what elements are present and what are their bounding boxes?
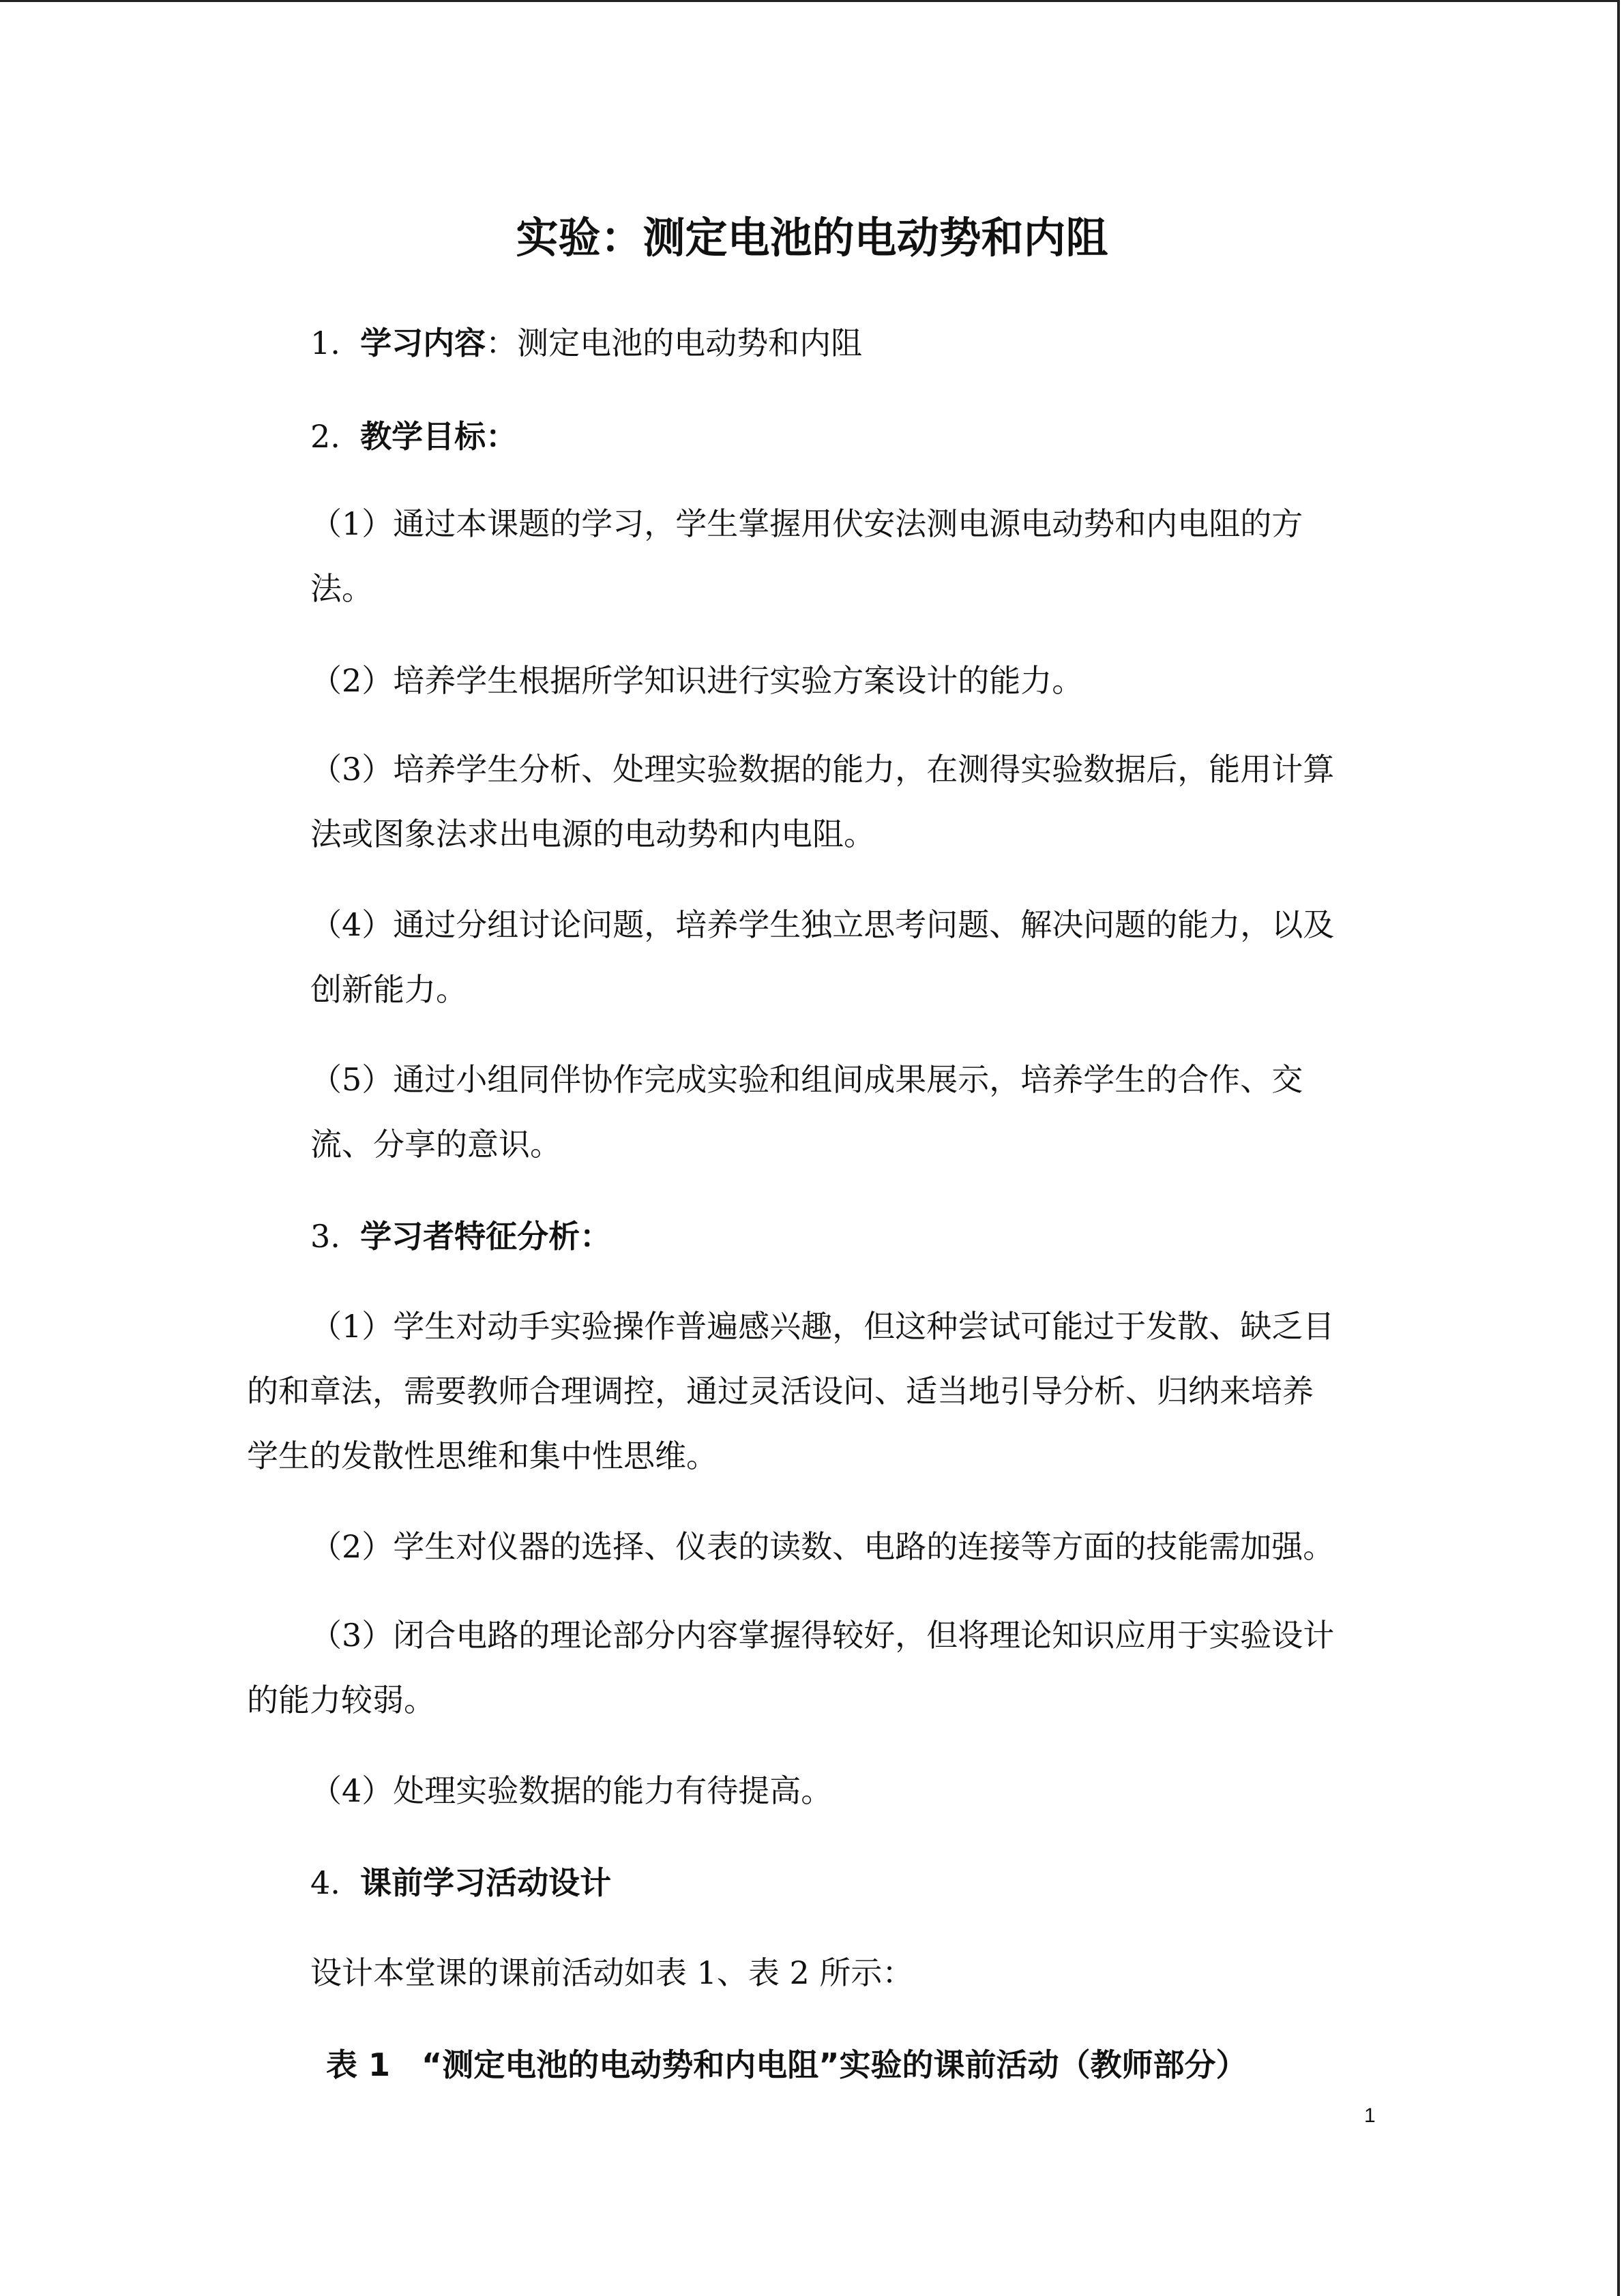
- section-number: 3.: [310, 1218, 340, 1255]
- section-number: 2.: [310, 418, 340, 455]
- learner-1-line-1: （1）学生对动手实验操作普遍感兴趣，但这种尝试可能过于发散、缺乏目: [310, 1308, 1335, 1345]
- section-heading: 课前学习活动设计: [360, 1864, 612, 1901]
- intro-text: 设计本堂课的课前活动如表 1、表 2 所示：: [310, 1954, 914, 1991]
- learner-1-line-3: 学生的发散性思维和集中性思维。: [247, 1437, 718, 1474]
- table-caption: 表 1 “测定电池的电动势和内电阻”实验的课前活动（教师部分）: [326, 2046, 1247, 2083]
- page-title: 实验：测定电池的电动势和内阻: [516, 213, 1108, 263]
- goal-5-line-1: （5）通过小组同伴协作完成实验和组间成果展示，培养学生的合作、交: [310, 1061, 1303, 1098]
- goal-1-line-1: （1）通过本课题的学习，学生掌握用伏安法测电源电动势和内电阻的方: [310, 505, 1303, 542]
- goal-5-line-2: 流、分享的意识。: [310, 1126, 561, 1163]
- goal-4-line-1: （4）通过分组讨论问题，培养学生独立思考问题、解决问题的能力，以及: [310, 906, 1335, 943]
- goal-4-line-2: 创新能力。: [310, 971, 467, 1008]
- section-1: [310, 327, 862, 359]
- section-4: [310, 1864, 612, 1901]
- section-number: 4.: [310, 1864, 340, 1901]
- section-separator: ：: [486, 325, 518, 361]
- section-2: [310, 418, 518, 455]
- section-heading: 学习内容: [360, 325, 486, 361]
- learner-3-line-2: 的能力较弱。: [247, 1682, 435, 1718]
- learner-1-line-2: 的和章法，需要教师合理调控，通过灵活设问、适当地引导分析、归纳来培养: [247, 1373, 1314, 1410]
- page-number: 1: [1364, 2104, 1376, 2127]
- section-heading: 学习者特征分析：: [360, 1218, 612, 1255]
- learner-4-line-1: （4）处理实验数据的能力有待提高。: [310, 1772, 833, 1809]
- goal-3-line-2: 法或图象法求出电源的电动势和内电阻。: [310, 816, 875, 852]
- section-text: 测定电池的电动势和内阻: [517, 325, 863, 361]
- learner-2-line-1: （2）学生对仪器的选择、仪表的读数、电路的连接等方面的技能需加强。: [310, 1528, 1335, 1565]
- goal-2-line-1: （2）培养学生根据所学知识进行实验方案设计的能力。: [310, 662, 1084, 699]
- section-3: [310, 1218, 612, 1255]
- learner-3-line-1: （3）闭合电路的理论部分内容掌握得较好，但将理论知识应用于实验设计: [310, 1617, 1335, 1654]
- section-number: 1.: [310, 325, 340, 361]
- goal-1-line-2: 法。: [310, 570, 373, 607]
- goal-3-line-1: （3）培养学生分析、处理实验数据的能力，在测得实验数据后，能用计算: [310, 751, 1335, 788]
- section-heading: 教学目标：: [360, 418, 518, 455]
